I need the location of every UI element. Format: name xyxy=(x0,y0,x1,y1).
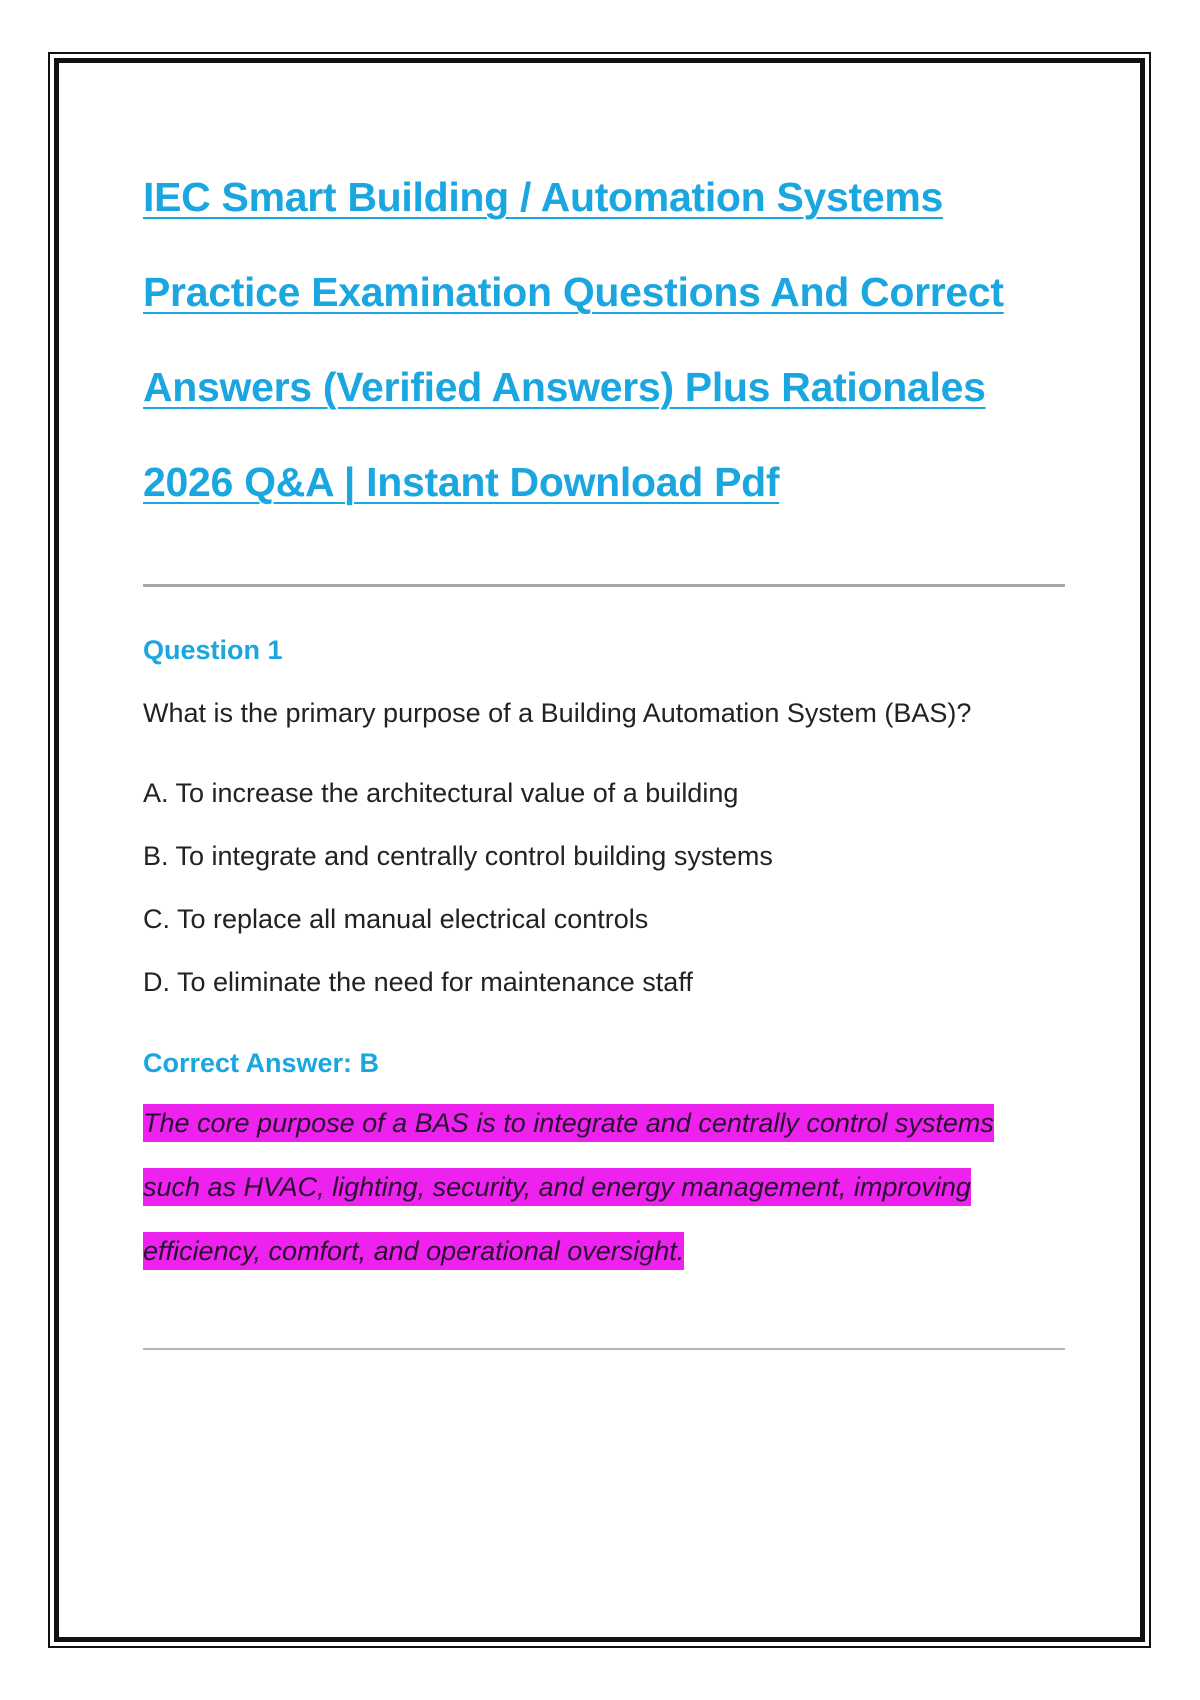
rationale-text-1: The core purpose of a BAS is to integrate and centrally control systems xyxy=(143,1104,994,1142)
rationale-line-2 xyxy=(143,1172,1053,1236)
rationale-line-3 xyxy=(143,1236,1053,1300)
title-link-1[interactable]: IEC Smart Building / Automation Systems xyxy=(143,174,944,220)
title-line-4 xyxy=(143,435,1063,530)
title-line-2 xyxy=(143,245,1063,340)
answer-options xyxy=(143,778,773,1030)
rationale-text-3: efficiency, comfort, and operational oversight. xyxy=(143,1232,684,1270)
title-link-3[interactable]: Answers (Verified Answers) Plus Rationales xyxy=(143,364,986,410)
title-line-1 xyxy=(143,150,1063,245)
divider-bottom xyxy=(143,1348,1065,1350)
title-link-4[interactable]: 2026 Q&A | Instant Download Pdf xyxy=(143,459,780,505)
document-title[interactable] xyxy=(143,150,1063,530)
divider-top xyxy=(143,584,1065,587)
rationale-text-2: such as HVAC, lighting, security, and energy management, improving xyxy=(143,1168,971,1206)
question-label: Question 1 xyxy=(143,635,283,665)
option-c: C. To replace all manual electrical controls xyxy=(143,904,649,934)
rationale xyxy=(143,1108,1053,1300)
option-a: A. To increase the architectural value of a building xyxy=(143,778,739,808)
title-line-3 xyxy=(143,340,1063,435)
rationale-line-1 xyxy=(143,1108,1053,1172)
question-text: What is the primary purpose of a Building Automation System (BAS)? xyxy=(143,698,972,728)
title-link-2[interactable]: Practice Examination Questions And Correct xyxy=(143,269,1004,315)
option-b: B. To integrate and centrally control building systems xyxy=(143,841,773,871)
document-content xyxy=(143,150,1063,1266)
option-d: D. To eliminate the need for maintenance staff xyxy=(143,967,693,997)
correct-answer-label: Correct Answer: B xyxy=(143,1048,380,1078)
